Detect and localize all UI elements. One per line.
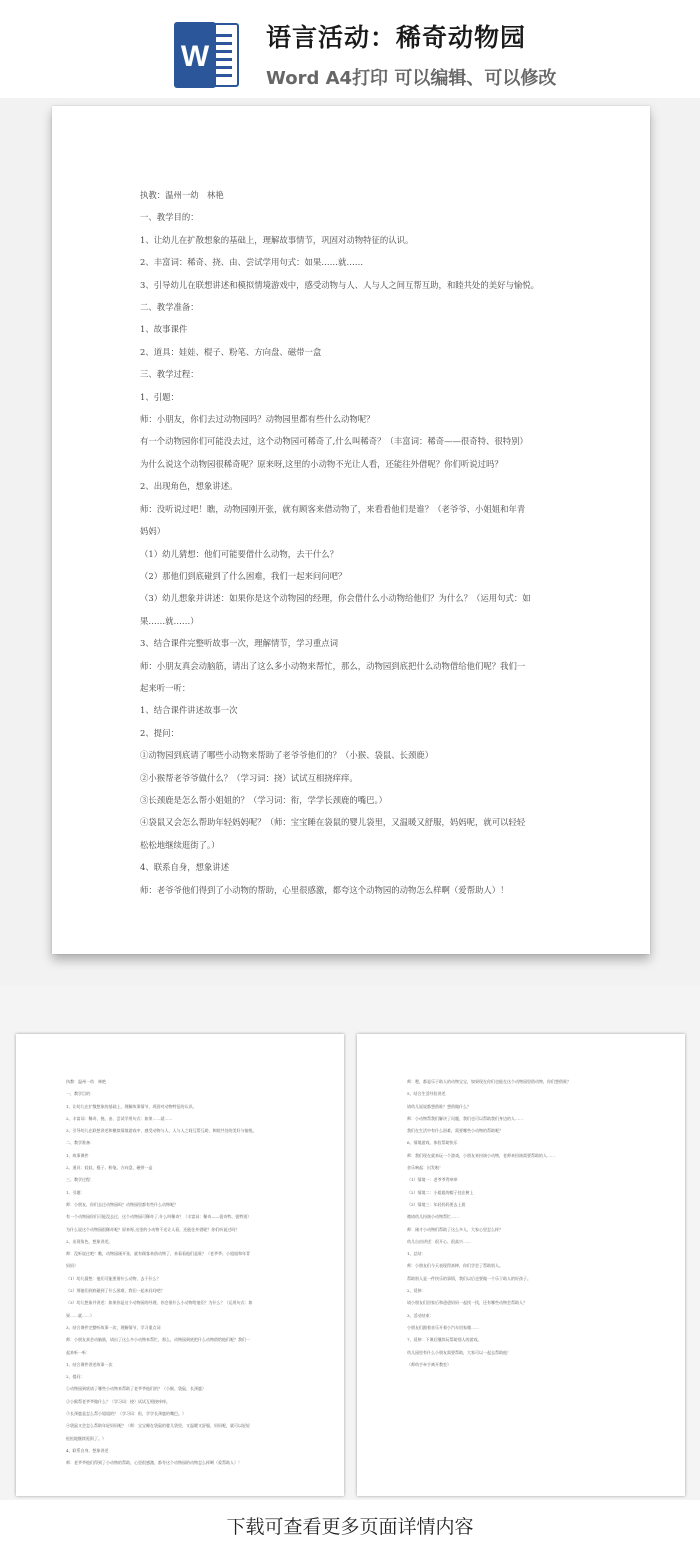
thumbnail-line: 1、总结：	[407, 1251, 426, 1257]
document-line: 2、提问：	[140, 727, 179, 738]
document-line: 1、故事课件	[140, 324, 188, 335]
document-page-preview	[52, 106, 650, 954]
thumbnail-line: 师：嗯，都是乐于助人的动物宝宝，如果现在你们也能在这个动物园里借动物，你们想借谁？	[407, 1079, 571, 1084]
thumbnail-line: 幼儿园里有什么小朋友需要帮助，大家可以一起去帮助他！	[407, 1349, 511, 1355]
document-line: 4、联系自身，想象讲述	[140, 862, 230, 873]
page-title: 语言活动：稀奇动物园	[266, 23, 527, 52]
document-line: 1、结合课件讲述故事一次	[140, 705, 238, 716]
thumbnail-line: 起来听一听：	[66, 1349, 90, 1355]
document-line: 妈妈）	[140, 526, 166, 537]
document-line: （2）那他们到底碰到了什么困难，我们一起来问问吧？	[140, 570, 347, 581]
thumbnail-line: 2、出现角色，想象讲述。	[66, 1238, 113, 1244]
document-line: ④袋鼠又会怎么帮助年轻妈妈呢？（师：宝宝睡在袋鼠的婴儿袋里，又温暖又舒服，妈妈呢，就可以轻轻	[140, 817, 526, 828]
thumbnail-line: 幼儿自由讲述：很开心、很高兴……	[407, 1238, 471, 1244]
thumbnail-line: 三、教学过程：	[66, 1177, 94, 1183]
document-line: 执教：温州一幼 林艳	[140, 190, 224, 200]
word-icon-letter: W	[180, 40, 210, 73]
document-line: 三、教学过程：	[140, 369, 199, 380]
thumbnail-line: 1、故事课件	[66, 1152, 89, 1158]
word-doc-icon	[174, 22, 240, 88]
thumbnail-line: （1）情境一：老爷爷背痒痒	[407, 1177, 458, 1183]
document-line: 师：小朋友真会动脑筋，请出了这么多小动物来帮忙，那么，动物园到底把什么动物借给他们呢？我们一	[140, 660, 526, 671]
page-thumbnail-2[interactable]	[357, 1034, 685, 1496]
thumbnail-line: 二、教学准备：	[66, 1140, 94, 1146]
thumbnail-line: 邀请幼儿扮演小动物帮忙……	[407, 1214, 459, 1220]
thumbnail-line: （师幼手牵手离开教室）	[407, 1361, 451, 1367]
document-line: 3、结合课件完整听故事一次，理解情节，学习重点词	[140, 638, 338, 649]
thumbnail-line: 请幼儿说说都想借谁？想借做什么？	[407, 1103, 471, 1109]
thumbnail-line: ③长颈鹿是怎么帮小姐姐的？（学习词：衔，学学长颈鹿的嘴巴。）	[66, 1411, 186, 1417]
document-body	[140, 184, 580, 901]
thumbnail-line: 5、结合生活经验讲述	[407, 1091, 446, 1097]
thumbnail-line: 4、联系自身，想象讲述	[66, 1447, 109, 1453]
document-line: 果……就……）	[140, 615, 199, 626]
thumbnail-line: （2）情境二：小姐姐的帽子挂在树上	[407, 1189, 474, 1195]
thumbnail-line: 帮助别人是一件快乐的事情，我们以后也要做一个乐于助人的好孩子。	[407, 1275, 531, 1281]
thumbnail-line: 有一个动物园你们可能没去过，这个动物园可稀奇了,什么叫稀奇？（丰富词：稀奇——很奇特、很特别）	[66, 1214, 252, 1220]
thumbnail-line: 7、延伸：下课后继续玩帮助别人的游戏。	[407, 1337, 482, 1343]
thumbnail-line: ①动物园到底请了哪些小动物来帮助了老爷爷他们的？（小猴、袋鼠、长颈鹿）	[66, 1386, 206, 1392]
thumbnail-1-body	[66, 1076, 326, 1470]
thumbnail-line: ④袋鼠又会怎么帮助年轻妈妈呢？（师：宝宝睡在袋鼠的婴儿袋里，又温暖又舒服，妈妈呢，就可以轻轻	[66, 1423, 250, 1429]
document-line: ①动物园到底请了哪些小动物来帮助了老爷爷他们的？（小猴、袋鼠、长颈鹿）	[140, 750, 434, 761]
document-line: 二、教学准备：	[140, 302, 199, 313]
download-hint: 下载可查看更多页面详情内容	[226, 1516, 474, 1538]
document-line: 一、教学目的：	[140, 212, 199, 223]
header	[0, 0, 700, 100]
thumbnail-line: 果……就……）	[66, 1312, 94, 1318]
document-line: 松松地继续逛街了。）	[140, 839, 220, 850]
thumbnail-line: （3）情境三：年轻妈妈要去上班	[407, 1201, 466, 1207]
thumbnail-line: 师：刚才小动物们帮助了这么多人，大家心里怎么样？	[407, 1226, 503, 1232]
document-line: 有一个动物园你们可能没去过，这个动物园可稀奇了,什么叫稀奇？（丰富词：稀奇——很奇特、很特别）	[140, 436, 528, 447]
document-line: 师：小朋友，你们去过动物园吗？动物园里都有些什么动物呢？	[140, 414, 375, 425]
thumbnail-line: 师：我们现在就来玩一个游戏，小朋友来扮演小动物，老师来扮演需要帮助的人……	[407, 1152, 555, 1158]
thumbnail-line: 3、引导幼儿在联想讲述和模拟情境游戏中，感受动物与人、人与人之间互帮互助，和睦共处的美好与愉悦。	[66, 1128, 257, 1134]
thumbnail-line: 请小朋友们回家后和爸爸妈妈一起找一找，还有哪些动物会帮助人？	[407, 1300, 527, 1306]
thumbnail-line: 一、教学目的：	[66, 1091, 94, 1097]
thumbnail-line: 妈妈）	[66, 1263, 78, 1269]
thumbnail-line: 3、结合课件完整听故事一次，理解情节，学习重点词	[66, 1324, 161, 1330]
thumbnail-line: 1、让幼儿在扩散想象的基础上，理解故事情节，巩固对动物特征的认识。	[66, 1103, 197, 1109]
thumbnail-line: 音乐响起：出发啦！	[407, 1165, 443, 1171]
thumbnail-line: 6、情境游戏，体验帮助快乐	[407, 1140, 458, 1146]
document-line: 2、丰富词：稀奇、挠、由、尝试学用句式：如果……就……	[140, 257, 364, 268]
document-line: ③长颈鹿是怎么帮小姐姐的？（学习词：衔，学学长颈鹿的嘴巴。）	[140, 794, 388, 805]
thumbnail-line: ②小猴帮老爷爷做什么？（学习词：挠）试试互相挠痒痒。	[66, 1398, 170, 1404]
thumbnail-line: 师：没听说过吧！瞧，动物园刚开张，就有顾客来借动物了，来看看他们是谁？（老爷爷、小姐姐和年青	[66, 1251, 250, 1257]
thumbnail-line: 师：小朋友，你们去过动物园吗？动物园里都有些什么动物呢？	[66, 1201, 178, 1207]
document-line: 2、道具：娃娃、棍子、粉笔、方向盘、磁带一盒	[140, 346, 322, 357]
thumbnail-line: 师：老爷爷他们得到了小动物的帮助，心里很感激，都夸这个动物园的动物怎么样啊（爱帮助人）！	[66, 1460, 242, 1466]
document-line: 1、引题：	[140, 391, 179, 402]
document-line: 起来听一听：	[140, 682, 191, 693]
thumbnail-line: 师：小朋友真会动脑筋，请出了这么多小动物来帮忙，那么，动物园到底把什么动物借给他们呢？我们一	[66, 1337, 250, 1343]
thumbnail-line: （3）幼儿想象并讲述：如果你是这个动物园的经理，你会借什么小动物给他们？为什么？（运用句式：如	[66, 1300, 253, 1306]
document-line: 2、出现角色，想象讲述。	[140, 481, 238, 492]
thumbnail-line: 小朋友们跟着音乐开着小汽车回家喽……	[407, 1324, 479, 1330]
document-line: （3）幼儿想象并讲述：如果你是这个动物园的经理，你会借什么小动物给他们？为什么？（运用句式：如	[140, 593, 531, 604]
document-line: （1）幼儿猜想：他们可能要借什么动物，去干什么？	[140, 548, 338, 559]
thumbnail-line: 2、丰富词：稀奇、挠、由、尝试学用句式：如果……就……	[66, 1115, 173, 1121]
thumbnail-line: 执教：温州一幼 林艳	[66, 1079, 106, 1084]
document-line: 师：没听说过吧！瞧，动物园刚开张，就有顾客来借动物了，来看看他们是谁？（老爷爷、小姐姐和年青	[140, 503, 526, 514]
thumbnail-line: 3、活动结束：	[407, 1312, 434, 1318]
thumbnail-line: （1）幼儿猜想：他们可能要借什么动物，去干什么？	[66, 1275, 161, 1281]
thumbnail-line: 师：小朋友们今天表现得真棒，你们学会了帮助别人。	[407, 1263, 503, 1269]
thumbnail-line: 为什么说这个动物园很稀奇呢？原来呀,这里的小动物不光让人看，还能往外借呢？你们听说过吗？	[66, 1226, 240, 1232]
thumbnail-2-body	[407, 1076, 667, 1371]
document-line: 师：老爷爷他们得到了小动物的帮助，心里很感激，都夸这个动物园的动物怎么样啊（爱帮助人）！	[140, 884, 509, 895]
thumbnail-line: 2、延伸：	[407, 1288, 426, 1294]
page-subtitle: Word A4打印 可以编辑、可以修改	[266, 68, 557, 89]
thumbnail-line: 我们在生活中有什么困难，需要哪些小动物的帮助呢？	[407, 1128, 503, 1134]
thumbnail-line: （2）那他们到底碰到了什么困难，我们一起来问问吧？	[66, 1288, 165, 1294]
document-line: 3、引导幼儿在联想讲述和模拟情境游戏中，感受动物与人、人与人之间互帮互助，和睦共处的美好与愉悦。	[140, 279, 539, 290]
thumbnail-line: 1、结合课件讲述故事一次	[66, 1361, 113, 1367]
thumbnail-line: 2、道具：娃娃、棍子、粉笔、方向盘、磁带一盒	[66, 1165, 153, 1171]
thumbnail-line: 松松地继续逛街了。）	[66, 1435, 106, 1441]
document-line: 为什么说这个动物园很稀奇呢？原来呀,这里的小动物不光让人看，还能往外借呢？你们听说过吗？	[140, 458, 503, 469]
thumbnail-line: 2、提问：	[66, 1374, 85, 1380]
page-thumbnail-1[interactable]	[16, 1034, 344, 1496]
document-line: ②小猴帮老爷爷做什么？（学习词：挠）试试互相挠痒痒。	[140, 772, 358, 783]
thumbnail-line: 师：小动物帮我们解决了问题，我们也可以帮助我们身边的人……	[407, 1115, 523, 1121]
thumbnail-line: 1、引题：	[66, 1189, 85, 1195]
document-line: 1、让幼儿在扩散想象的基础上，理解故事情节，巩固对动物特征的认识。	[140, 234, 414, 245]
